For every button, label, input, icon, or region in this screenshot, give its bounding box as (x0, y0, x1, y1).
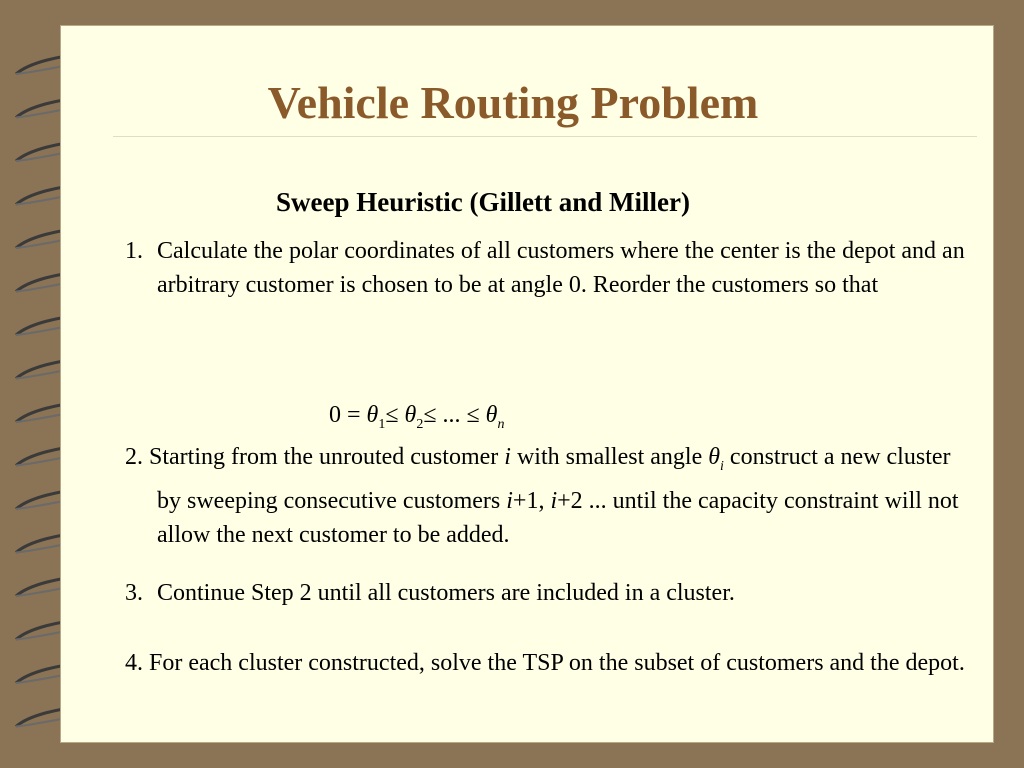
step-2-text: Starting from the unrouted customer (143, 444, 505, 470)
theta-symbol: θ (366, 402, 379, 428)
step-2-text: construct a new cluster by sweeping consecutive customers (157, 444, 951, 514)
step-1-text: Calculate the polar coordinates of all customers where the center is the depot and an arbitrary customer is chosen to be at angle 0. Reorder the customers so that (157, 238, 965, 298)
step-3-number: 3. (125, 580, 143, 606)
theta-symbol: θ (485, 402, 498, 428)
step-3-text: Continue Step 2 until all customers are included in a cluster. (157, 580, 735, 606)
ordering-formula (329, 402, 504, 433)
formula-sub-1: 1 (378, 416, 386, 432)
step-1-number: 1. (125, 238, 143, 264)
slide-subtitle: Sweep Heuristic (Gillett and Miller) (276, 187, 690, 217)
step-4-text: For each cluster constructed, solve the TSP on the subset of customers and the depot. (143, 650, 965, 676)
step-2-text: +2 ... until the capacity constraint will not allow the next customer to be added. (157, 487, 959, 548)
step-2-sub-i: i (720, 458, 724, 474)
step-2-var-i: i (506, 487, 513, 514)
theta-symbol: θ (404, 402, 417, 428)
step-2-number: 2. (125, 444, 143, 470)
step-3 (125, 576, 975, 610)
step-2-text: +1, (512, 487, 551, 514)
title-divider (113, 136, 977, 137)
step-2-var-i: i (504, 444, 511, 470)
slide-title: Vehicle Routing Problem (267, 77, 759, 128)
formula-le-1: ≤ (385, 402, 405, 428)
step-4-number: 4. (125, 650, 143, 676)
step-2 (125, 440, 975, 552)
formula-sub-n: n (497, 416, 505, 432)
formula-lead: 0 = (329, 402, 367, 428)
step-2-var-i: i (550, 487, 558, 514)
formula-sub-2: 2 (416, 416, 424, 432)
formula-le-2: ≤ ... ≤ (423, 402, 486, 428)
theta-symbol: θ (708, 444, 721, 470)
step-4 (125, 646, 975, 680)
step-1 (125, 234, 975, 302)
slide-page (60, 25, 994, 743)
step-2-text: with smallest angle (510, 444, 709, 470)
